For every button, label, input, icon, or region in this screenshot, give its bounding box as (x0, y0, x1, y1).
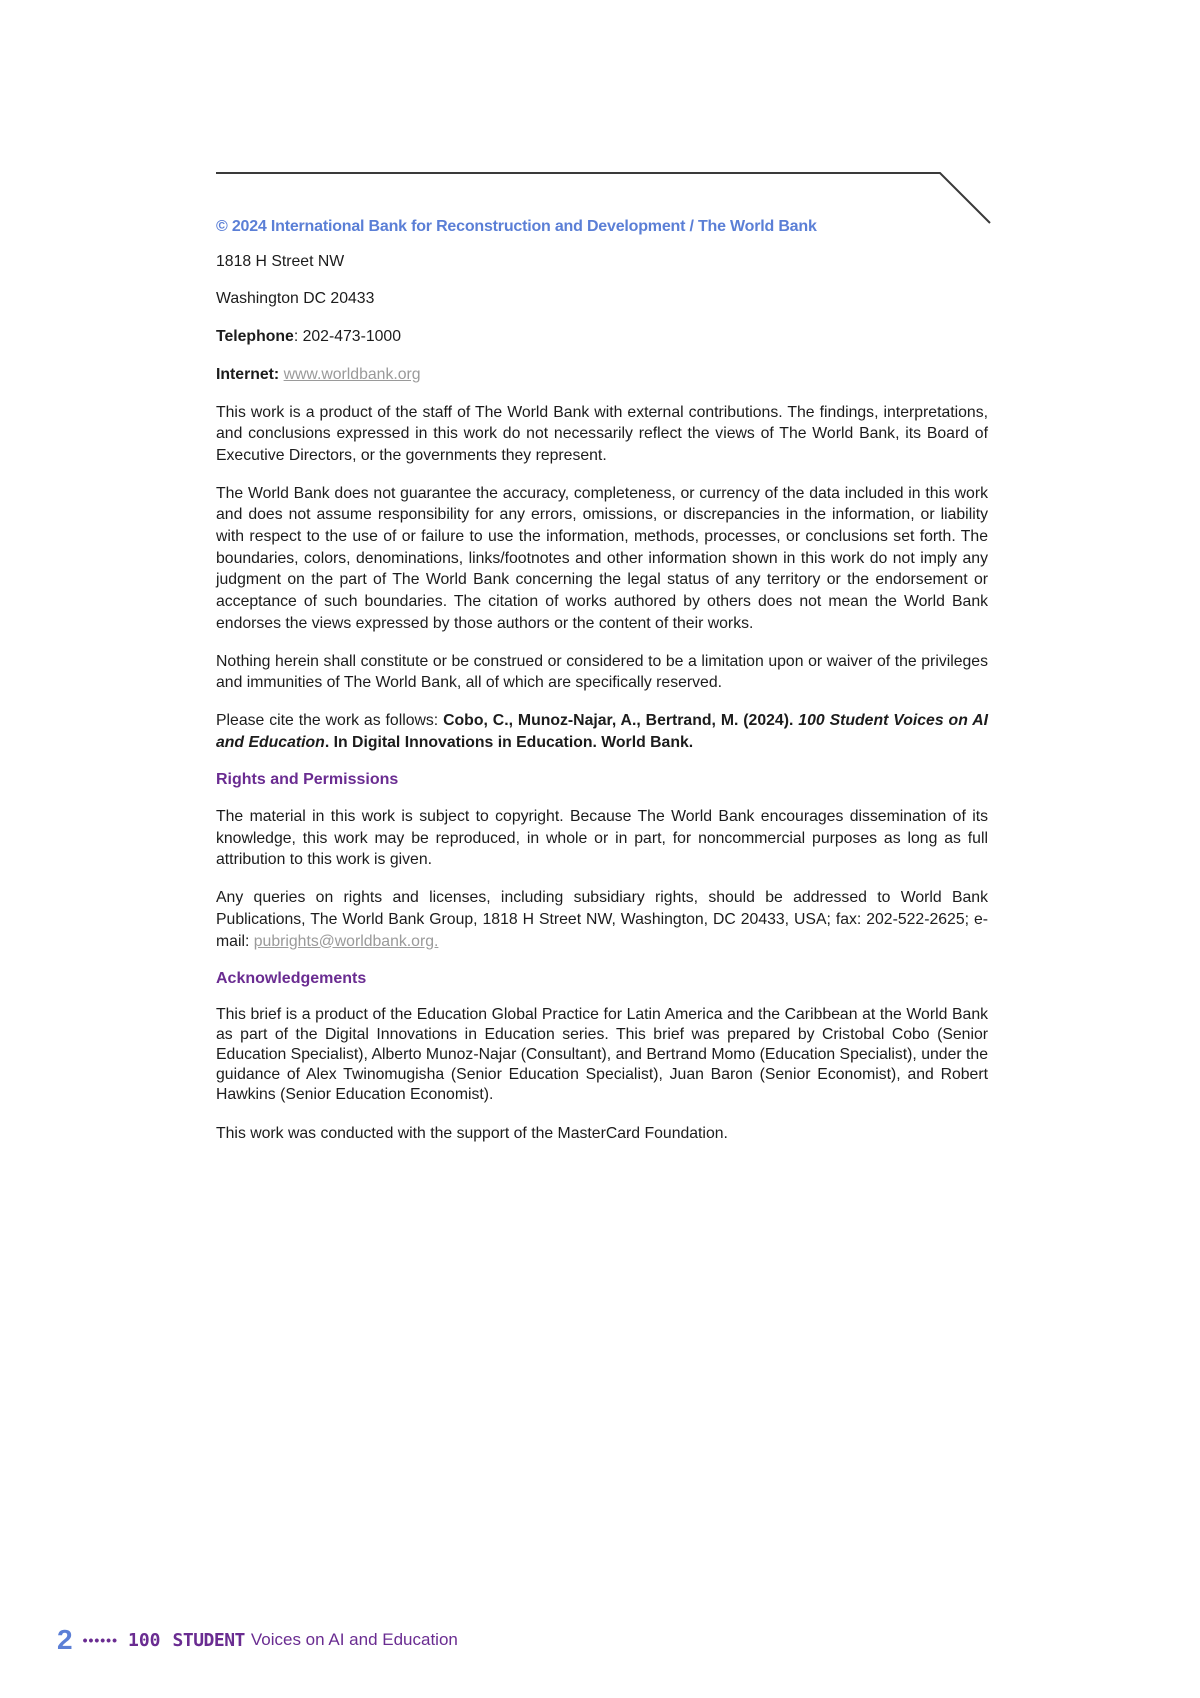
page-number: 2 (57, 1624, 73, 1655)
rights-heading: Rights and Permissions (216, 771, 399, 789)
disclaimer-paragraph-2: The World Bank does not guarantee the accuracy, completeness, or currency of the data included in this work and does not assume responsibility for any errors, omissions, or discrepancies in the information, or liability with respect to the use of or failure to use the information, methods, processes, or conclusions set forth. The boundaries, colors, denominations, links/footnotes and other information shown in this work do not imply any judgment on the part of The World Bank concerning the legal status of any territory or the endorsement or acceptance of such boundaries. The citation of works authored by others does not mean the World Bank endorses the views expressed by those authors or the content of their works. (216, 484, 988, 632)
internet-label: Internet: (216, 365, 280, 383)
footer-publication-title: Voices on AI and Education (250, 1630, 458, 1649)
disclaimer-paragraph-3: Nothing herein shall constitute or be construed or considered to be a limitation upon or waiver of the privileges and immunities of The World Bank, all of which are specifically reserved. (216, 652, 988, 692)
telephone-value: : 202-473-1000 (293, 328, 401, 346)
rights-paragraph-1: The material in this work is subject to copyright. Because The World Bank encourages dissemination of its knowledge, this work may be reproduced, in whole or in part, for noncommercial purposes as long as full attribution to this work is given. (216, 808, 988, 869)
rights-paragraph-2 (216, 887, 988, 952)
citation-prefix: Please cite the work as follows: (216, 711, 444, 729)
footer-brand-number: 100 (128, 1629, 161, 1651)
citation-suffix: . In Digital Innovations in Education. World Bank. (324, 733, 694, 751)
acknowledgements-paragraph-2: This work was conducted with the support of the MasterCard Foundation. (216, 1124, 728, 1142)
footer-brand-word: STUDENT (172, 1629, 245, 1651)
address-street: 1818 H Street NW (216, 252, 345, 270)
citation-paragraph (216, 710, 988, 753)
document-body (216, 216, 988, 1161)
telephone-line (216, 326, 988, 348)
internet-line (216, 364, 988, 386)
rights-paragraph-2-text: Any queries on rights and licenses, including subsidiary rights, should be addressed to World Bank Publications, The World Bank Group, 1818 H Street NW, Washington, DC 20433, USA; fax: 202-522-2625; e-mail: (216, 889, 988, 950)
acknowledgements-heading: Acknowledgements (216, 970, 367, 988)
acknowledgements-paragraph-1: This brief is a product of the Education Global Practice for Latin America and the Caribbean at the World Bank as part of the Digital Innovations in Education series. This brief was prepared by Cristobal Cobo (Senior Education Specialist), Alberto Munoz-Najar (Consultant), and Bertrand Momo (Education Specialist), under the guidance of Alex Twinomugisha (Senior Education Specialist), Juan Baron (Senior Economist), and Robert Hawkins (Senior Education Economist). (216, 1005, 988, 1103)
page-footer (57, 1620, 458, 1660)
citation-authors: Cobo, C., Munoz-Najar, A., Bertrand, M. (2024). (443, 711, 799, 729)
footer-dots: •••••• (82, 1632, 118, 1648)
telephone-label: Telephone (216, 328, 294, 346)
citation-title: 100 Student Voices on AI and Education (216, 711, 988, 751)
address-city: Washington DC 20433 (216, 290, 375, 308)
disclaimer-paragraph-1: This work is a product of the staff of The World Bank with external contributions. The findings, interpretations, and conclusions expressed in this work do not necessarily reflect the views of The World Bank, its Board of Executive Directors, or the governments they represent. (216, 403, 988, 464)
internet-link[interactable]: www.worldbank.org (283, 365, 421, 383)
copyright-line: © 2024 International Bank for Reconstruction and Development / The World Bank (216, 218, 817, 235)
rights-email-link[interactable]: pubrights@worldbank.org. (253, 932, 439, 950)
